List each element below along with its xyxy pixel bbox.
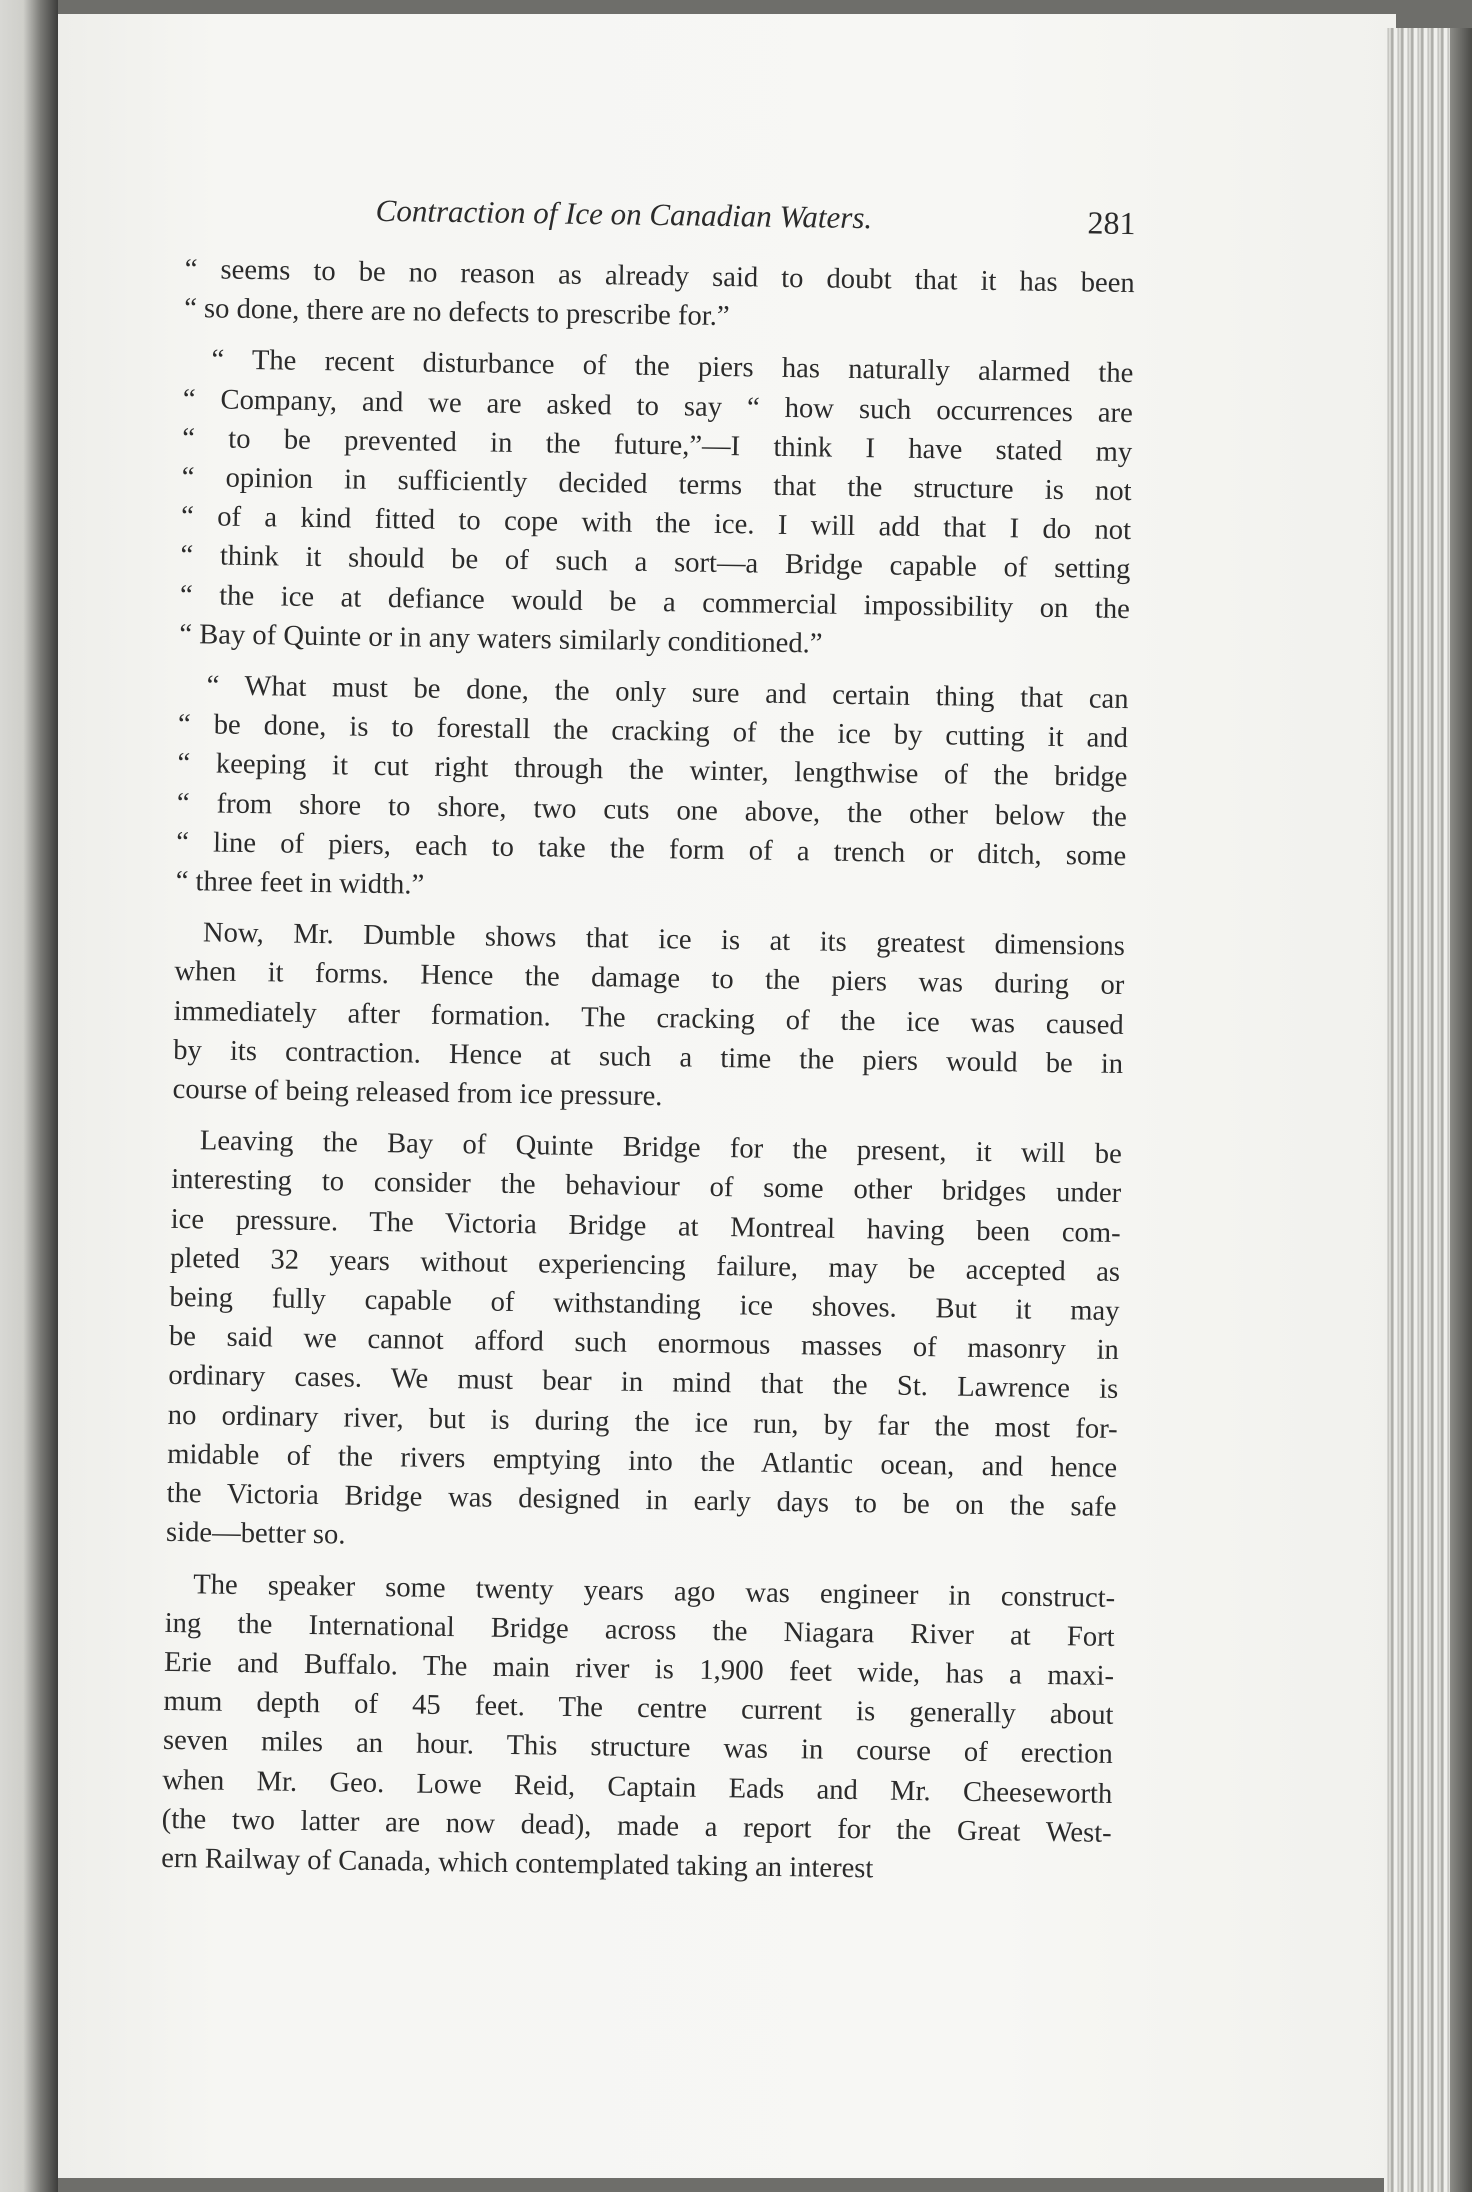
- facing-page-edge: [0, 0, 58, 2192]
- text-line: “ from shore to shore, two cuts one above, the other below the: [176, 787, 1128, 833]
- text-line: being fully capable of withstanding ice shoves. But it may: [169, 1281, 1120, 1328]
- body-text: [161, 250, 1135, 1892]
- text-line: ice pressure. The Victoria Bridge at Montreal having been com-: [170, 1203, 1121, 1249]
- text-line: no ordinary river, but is during the ice run, by far the most for-: [167, 1399, 1118, 1445]
- page-stack-edge: [1384, 28, 1472, 2192]
- text-line: ordinary cases. We must bear in mind that the St. Lawrence is: [168, 1360, 1119, 1406]
- text-line: “ The recent disturbance of the piers has naturally alarmed the: [211, 344, 1134, 390]
- page-number: 281: [1087, 204, 1136, 242]
- paragraph: [184, 250, 1135, 342]
- text-line: when it forms. Hence the damage to the piers was during or: [174, 956, 1125, 1002]
- text-line: the Victoria Bridge was designed in early days to be on the safe: [166, 1477, 1117, 1524]
- text-line: course of being released from ice pressure.: [172, 1073, 663, 1113]
- text-line: “ so done, there are no defects to prescribe for.”: [183, 293, 730, 333]
- text-line: “ seems to be no reason as already said to doubt that it has been: [184, 253, 1135, 300]
- text-line: “ the ice at defiance would be a commercial impossibility on the: [179, 579, 1131, 625]
- paragraph: [175, 666, 1128, 915]
- running-head: Contraction of Ice on Canadian Waters.: [375, 192, 873, 236]
- text-line: pleted 32 years without experiencing failure, may be accepted as: [169, 1242, 1121, 1288]
- text-line: ing the International Bridge across the Niagara River at Fort: [164, 1607, 1115, 1653]
- text-line: “ be done, is to forestall the cracking of the ice by cutting it and: [177, 709, 1129, 755]
- text-line: “ What must be done, the only sure and certain thing that can: [206, 670, 1129, 716]
- paragraph: [179, 340, 1134, 668]
- paragraph: [166, 1121, 1122, 1566]
- text-line: “ of a kind fitted to cope with the ice. I will add that I do not: [180, 501, 1132, 547]
- text-line: ern Railway of Canada, which contemplated taking an interest: [160, 1842, 874, 1885]
- text-line: “ opinion in sufficiently decided terms that the structure is not: [181, 461, 1132, 508]
- text-line: when Mr. Geo. Lowe Reid, Captain Eads and Mr. Cheeseworth: [162, 1764, 1113, 1810]
- text-line: midable of the rivers emptying into the Atlantic ocean, and hence: [166, 1438, 1118, 1484]
- text-line: “ to be prevented in the future,”—I think I have stated my: [182, 422, 1133, 468]
- text-line: The speaker some twenty years ago was engineer in construct-: [193, 1568, 1116, 1614]
- text-line: “ keeping it cut right through the winter, lengthwise of the bridge: [177, 748, 1128, 794]
- text-line: “ Company, and we are asked to say “ how such occurrences are: [182, 383, 1133, 429]
- page-text: [161, 188, 1136, 1904]
- text-line: interesting to consider the behaviour of some other bridges under: [171, 1164, 1122, 1210]
- text-line: “ think it should be of such a sort—a Bridge capable of setting: [180, 540, 1131, 586]
- text-line: be said we cannot afford such enormous masses of masonry in: [168, 1321, 1120, 1367]
- text-line: seven miles an hour. This structure was in course of erection: [162, 1725, 1114, 1771]
- text-line: Erie and Buffalo. The main river is 1,900 feet wide, has a maxi-: [163, 1646, 1115, 1692]
- text-line: side—better so.: [165, 1517, 346, 1551]
- text-line: “ three feet in width.”: [175, 865, 425, 901]
- text-line: “ Bay of Quinte or in any waters similarly conditioned.”: [179, 618, 823, 660]
- text-line: “ line of piers, each to take the form of a trench or ditch, some: [176, 826, 1127, 872]
- text-line: immediately after formation. The cracking of the ice was caused: [173, 995, 1124, 1041]
- text-line: by its contraction. Hence at such a time the piers would be in: [172, 1034, 1124, 1080]
- paragraph: [161, 1564, 1116, 1892]
- text-line: Leaving the Bay of Quinte Bridge for the present, it will be: [199, 1125, 1122, 1171]
- text-line: (the two latter are now dead), made a report for the Great West-: [161, 1803, 1112, 1849]
- paragraph: [172, 913, 1125, 1123]
- text-line: Now, Mr. Dumble shows that ice is at its greatest dimensions: [202, 917, 1126, 963]
- text-line: mum depth of 45 feet. The centre current is generally about: [163, 1685, 1114, 1732]
